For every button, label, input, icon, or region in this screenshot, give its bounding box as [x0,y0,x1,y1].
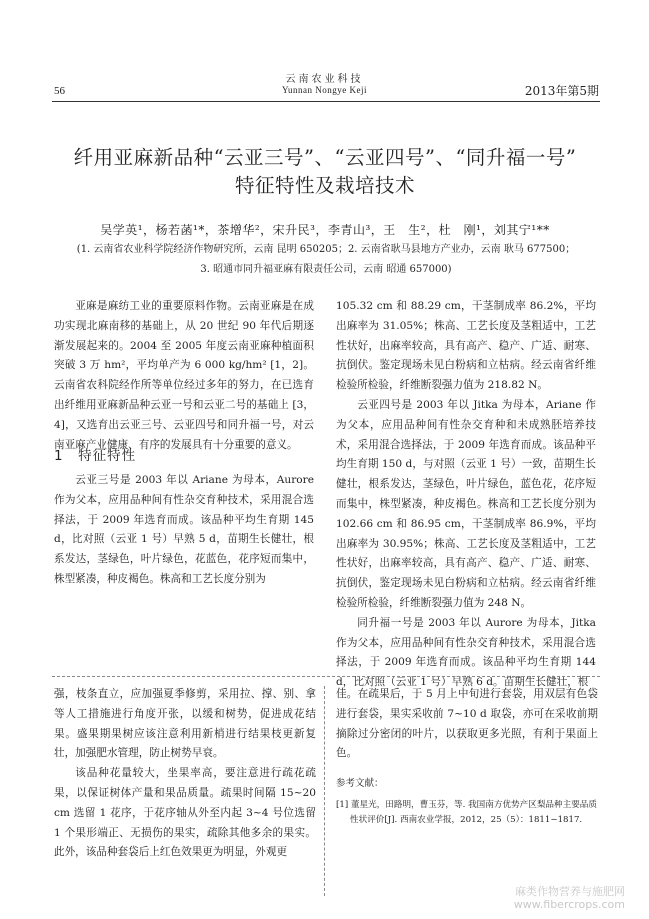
affiliation-line-1: (1. 云南省农业科学院经济作物研究所，云南 昆明 650205；2. 云南省耿马县地方产业办，云南 耿马 677500； [76,244,576,255]
page-break-divider [52,676,600,677]
body-paragraph: 云亚三号是 2003 年以 Ariane 为母本，Aurore 作为父本，应用品种间有性杂交育种技术，采用混合选择法，于 2009 年选育而成。该品种平均生育期 145 d，比对照（云亚 1 号）早熟 5 d，苗期生长健壮，根系发达，茎绿色，叶片绿色，花蓝色，花序短而集中，株型紧凑，种皮褐色。株高和工艺长度分别为 [54,474,314,585]
right-column [336,297,596,693]
column-divider [324,686,325,896]
watermark [514,885,625,911]
body-paragraph: 同升福一号是 2003 年以 Aurore 为母本，Jitka 作为父本，应用品种间有性杂交育种技术，采用混合选择法，于 2009 年选育而成。该品种平均生育期 144 d，比对照（云亚 1 号）早熟 6 d。苗期生长健壮，根 [336,616,596,689]
references-heading: 参考文献： [336,778,384,790]
title-line-2: 特征特性及栽培技术 [234,174,415,197]
affiliations [56,240,596,280]
journal-name-en: Yunnan Nongye Keji [282,85,367,95]
lower-right-column [336,685,598,828]
body-paragraph: 云亚四号是 2003 年以 Jitka 为母本，Ariane 作为父本，应用品种间有性杂交育种和未成熟胚培养技术，采用混合选择法，于 2009 年选育而成。该品种平均生育期 150 d，与对照（云亚 1 号）一致，苗期生长健壮，根系发达，茎绿色，叶片绿色，蓝色花，花序短而集中，株型紧凑，种皮褐色。株高和工艺长度分别为 102.66 cm 和 86.95 cm，干茎制成率 86.9%，平均出麻率为 30.95%；株高、工艺长度及茎粗适中，工艺性状好，出麻率较高，具有高产、稳产、广适、耐寒、抗倒伏，鉴定现场未见白粉病和立枯病。经云南省纤维检验所检验，纤维断裂强力值为 248 N。 [336,398,596,609]
author-list: 吴学英¹，杨若菡¹*，茶增华²，宋升民³，李青山³，王 生²，杜 刚¹，刘其宁¹** [100,223,550,237]
body-paragraph: 该品种花量较大，坐果率高，要注意进行疏花疏果，以保证树体产量和果品质量。疏果时间隔 15~20 cm 选留 1 花序，于花序轴从外至内起 3~4 号位选留 1 个果形端正、无损伤的果实，疏除其他多余的果实。此外，该品种套袋后上红色效果更为明显，外观更 [54,767,316,859]
lower-left-column [54,685,316,863]
body-paragraph: 105.32 cm 和 88.29 cm，干茎制成率 86.2%，平均出麻率为 31.05%；株高、工艺长度及茎粗适中，工艺性状好，出麻率较高，具有高产、稳产、广适、耐寒、抗倒伏。鉴定现场未见白粉病和立枯病。经云南省纤维检验所检验，纤维断裂强力值为 218.82 N。 [336,300,596,392]
paper-title [40,144,610,200]
title-line-1: 纤用亚麻新品种“云亚三号”、“云亚四号”、“同升福一号” [73,146,577,169]
watermark-line-1: 麻类作物营养与施肥网 [515,885,625,898]
journal-name-cn: 云南农业科技 [285,74,364,85]
section-heading: 1 特征特性 [54,448,137,464]
reference-item: [1] 董星光，田路明，曹玉芬，等. 我国南方优势产区梨品种主要品质性状评价[J]. 西南农业学报，2012，25（5）：1811−1817. [336,799,597,825]
body-paragraph: 佳。在疏果后，于 5 月上中旬进行套袋，用双层有色袋进行套袋，果实采收前 7~10 d 取袋，亦可在采收前期摘除过分密闭的叶片，以获取更多光照，有利于果面上色。 [336,688,598,760]
issue-label: 2013年第5期 [524,84,599,98]
watermark-line-2: www.fibercrops.com [513,898,625,911]
header-rule [52,101,600,102]
intro-column [54,297,314,455]
page-number: 56 [54,85,65,97]
section1-left-column [54,471,314,590]
body-paragraph: 强，枝条直立，应加强夏季修剪，采用拉、撑、别、拿等人工措施进行角度开张，以缓和树势，促进成花结果。盛果期果树应该注意利用新梢进行结果枝更新复壮，加强肥水管理，防止树势早衰。 [54,688,316,760]
intro-paragraph: 亚麻是麻纺工业的重要原料作物。云南亚麻是在成功实现北麻南移的基础上，从 20 世纪 90 年代后期逐渐发展起来的。2004 至 2005 年度云南亚麻种植面积突破 3 万 hm²，平均单产为 6 000 kg/hm² [1，2]。云南省农科院经作所等单位经过多年的努力，在已选育出纤维用亚麻新品种云亚一号和云亚二号的基础上 [3，4]，又选育出云亚三号、云亚四号和同升福一号，对云南亚麻产业健康、有序的发展具有十分重要的意义。 [54,300,314,451]
affiliation-line-2: 3. 昭通市同升福亚麻有限责任公司，云南 昭通 657000) [200,264,452,275]
